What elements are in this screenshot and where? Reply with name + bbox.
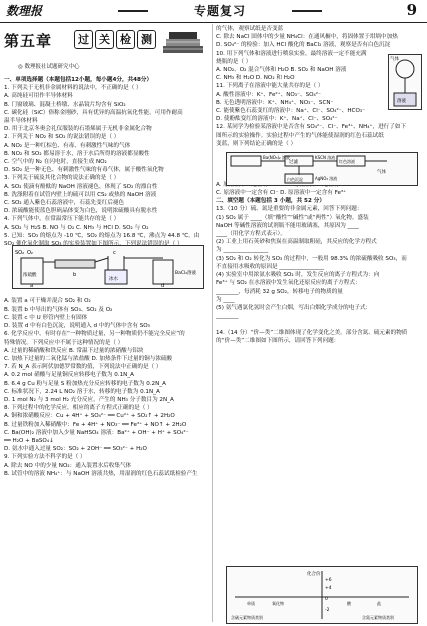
- fig-label: 红色溶液: [339, 159, 355, 164]
- text-line: 为 ____: [216, 296, 235, 303]
- text-line: C. 能使紫色石蕊变红的溶液中：Na⁺、Cl⁻、SO₄²⁻、HCO₃⁻: [216, 108, 366, 115]
- text-line: C. 碳化硅（SiC）俗称金刚砂，具有优异的高温抗氧化性能，可用作耐高: [4, 109, 183, 116]
- page-header: [0, 0, 427, 23]
- fountain-apparatus-figure: [388, 54, 422, 110]
- fig-label: +4: [325, 586, 332, 591]
- fig-label: 过滤: [289, 160, 298, 165]
- text-line: 1. 下列关于无机非金属材料的说法中，不正确的是（ ）: [4, 85, 142, 92]
- fig-label: KSCN 溶液: [315, 155, 336, 160]
- text-line: A. NO₂、O₂ 混合气体和 H₂O B. SO₂ 和 NaOH 溶液: [216, 67, 347, 74]
- text-line: [216, 394, 422, 402]
- text-line: 11. 下列离子在溶液中能大量共存的是（ ）: [216, 83, 324, 90]
- text-line: C. 空气中的 N₂ 在闪电时，直接生成 NO₂: [4, 159, 107, 166]
- text-line: Fe³⁺ 与 SO₂ 在水溶液中发生氧化还原反应的离子方程式：: [216, 280, 361, 287]
- text-line: D. 装置 d 中有白色沉淀，说明通入 d 中的气体中含有 SO₃: [4, 323, 150, 330]
- text-line: B. 装置 b 中导出的气体有 SO₃、SO₂ 及 O₂: [4, 306, 113, 313]
- text-line: [4, 289, 209, 297]
- fig-label: d: [161, 283, 165, 289]
- text-line: C. 除去 NaCl 固体中的少量 NH₄Cl：在通风橱中，将固体置于坩埚中加热: [216, 34, 398, 41]
- so3-apparatus-figure: [12, 245, 204, 289]
- fig-label: 白色沉淀: [287, 177, 303, 182]
- test-char: 过: [74, 30, 93, 49]
- text-line: C. Ba(OH)₂ 溶液中加入少量 NaHSO₄ 溶液：Ba²⁺ + OH⁻ + H⁺ + SO₄²⁻: [4, 429, 189, 436]
- page-number: 9: [406, 1, 417, 19]
- text-line: 变蓝，则下列结论正确的是（ ）: [216, 140, 297, 147]
- text-line: [216, 386, 422, 394]
- fig-label: 气体: [390, 57, 399, 62]
- text-line: B. 过量铁粉加入稀硝酸中：Fe + 4H⁺ + NO₃⁻ ══ Fe³⁺ + NO↑ + 2H₂O: [4, 421, 187, 428]
- fig-label: O₂: [27, 250, 33, 256]
- section-title: 专题复习: [193, 4, 246, 18]
- test-char: 测: [137, 30, 156, 49]
- text-line: A. 除去 NO 中的少量 NO₂：通入装置水后收集气体: [4, 462, 132, 469]
- text-line: 特殊情况。下列反应中不属于这种情况的是（ ）: [4, 339, 124, 346]
- text-line: C. 原溶液中一定含有 Cl⁻ D. 原溶液中一定含有 Fe³⁺: [216, 190, 347, 197]
- text-line: NaOH 等碱性溶液的试剂瓶不能用玻璃塞，其原因为 ____: [216, 222, 359, 229]
- fig-label: AgNO₃ 溶液: [315, 176, 338, 181]
- text-line: 一、单项选择题（本题包括12小题，每小题4分，共48分）: [4, 77, 153, 83]
- fig-label: 溶液: [397, 99, 406, 104]
- text-line: 14.（14 分）“价—类”二维图体现了化学变化之美。部分含氮、硫元素的物质: [216, 329, 408, 336]
- text-line: 的“价—类”二维图如下图所示，请回答下列问题：: [216, 337, 340, 344]
- fig-label: 冰水: [109, 277, 118, 282]
- fig-label: 气体: [377, 170, 386, 175]
- text-line: 的气体，观察试纸是否变蓝: [216, 26, 284, 32]
- text-line: 2. 下列关于 NO₂ 和 SO₂ 的说法错误的是（ ）: [4, 134, 120, 141]
- text-line: [216, 345, 422, 353]
- text-line: B. NO₂ 和 SO₂ 都易溶于水，溶于水后所得的溶液都显酸性: [4, 150, 150, 157]
- fig-label: SO₂: [15, 250, 25, 256]
- text-line: (5) 氨气遇氯化氢时会产生白烟，写出白烟化学成分的电子式：: [216, 304, 372, 311]
- test-char: 关: [95, 30, 114, 49]
- text-line: A. 过量的稀硝酸和铁反应 B. 常温下过量的浓硝酸与铝块: [4, 347, 144, 354]
- text-line: A. NO₂ 是一种红棕色、有毒、有刺激性气味的气体: [4, 142, 131, 149]
- text-line: 不直接用水吸收的原因是 ________________: [216, 263, 325, 270]
- fig-label: 盐: [377, 601, 381, 606]
- text-line: B. 试管中的溶液 NH₄⁺：与 NaOH 溶液共热，用湿润的红色石蕊试纸检验产生: [4, 470, 198, 477]
- text-line: B. 洗涤附着在试管内壁上的硫可以用 CS₂ 或热的 NaOH 溶液: [4, 191, 157, 198]
- text-line: A. SO₂ 使滴有酚酞的 NaOH 溶液褪色，体现了 SO₂ 的漂白性: [4, 183, 158, 190]
- publication-logo: 数理报: [6, 4, 43, 18]
- test-char: 检: [116, 30, 135, 49]
- text-line: 13.（10 分）硫、氮是重要的非金属元素，回答下列问题：: [216, 206, 363, 213]
- fig-label: +6: [325, 578, 332, 583]
- text-line: C. SO₂ 通入紫色石蕊溶液中，石蕊先变红后褪色: [4, 200, 125, 207]
- text-line: [216, 361, 422, 369]
- fig-label: 氧化物: [272, 601, 284, 606]
- text-line: A. SO₂ 与 H₂S B. NO 与 O₂ C. NH₃ 与 HCl D. SO₂ 与 O₂: [4, 224, 149, 231]
- text-line: C. 标准状况下，2.24 L NO₂ 溶于水，转移的电子数为 0.1N_A: [4, 388, 160, 395]
- fig-label: a: [30, 283, 34, 289]
- text-line: A. 装置 a 可干燥并混合 SO₂ 和 O₂: [4, 298, 91, 305]
- text-line: 12. 某同学为检验某溶液中是否含有 SO₄²⁻、Cl⁻、Fe³⁺、NH₄⁺，进行了如下: [216, 124, 407, 131]
- text-line: 温半导体材料: [4, 118, 38, 125]
- text-line: D. 使酚酞变红的溶液中：K⁺、Na⁺、Cl⁻、SO₄²⁻: [216, 116, 338, 123]
- text-line: SO₂ 催化氧化制取 SO₃ 的实验装置如下图所示，下列说法错误的是（ ）: [4, 241, 183, 248]
- fig-label: 0: [325, 597, 328, 602]
- header-divider-left: [118, 10, 148, 12]
- text-line: ____（用化学方程式表示）。: [216, 231, 286, 238]
- test-title: [74, 30, 156, 49]
- text-line: (4) 实验室中用浓氨水吸收 SO₂ 时，发生反应的离子方程式为：向: [216, 272, 380, 279]
- text-line: B. 6.4 g Cu 粉与足量 S 粉加热充分反应转移的电子数为 0.2N_A: [4, 380, 166, 387]
- fig-label: 含硫元素物质类别: [231, 615, 263, 620]
- text-line: B. 门窗玻璃、混凝土桥墩、水晶镜片均含有 SiO₂: [4, 101, 126, 108]
- text-line: [216, 353, 422, 361]
- text-line: C. 加热下过量的二氧化锰与浓盐酸 D. 加热条件下过量的铜与浓硫酸: [4, 355, 173, 362]
- text-line: A. 酸性溶液中：K⁺、Fe²⁺、NO₃⁻、SO₄²⁻: [216, 91, 321, 98]
- fig-label: BaCl₂溶液: [175, 271, 197, 276]
- fig-label: 浓硫酸: [23, 273, 37, 278]
- text-line: ________，每消耗 32 g SO₂，转移电子的物质的量: [216, 288, 343, 295]
- text-line: C. NH₃ 和 H₂O D. NO₂ 和 H₂O: [216, 75, 295, 82]
- text-line: 7. 若 N_A 表示阿伏加德罗常数的值，下列说法中正确的是（ ）: [4, 364, 162, 371]
- text-line: 5. 已知：SO₃ 的熔点为 -10 ℃，SO₂ 的熔点为 16.8 ℃，沸点为 44.8 ℃。由: [4, 232, 200, 239]
- fig-label: 酸: [347, 601, 351, 606]
- text-line: B. 无色透明溶液中：K⁺、NH₄⁺、NO₃⁻、SCN⁻: [216, 99, 334, 106]
- text-line: A. 高纯硅可用作半导体材料: [4, 93, 73, 100]
- header-divider-right: [292, 10, 322, 12]
- text-line: C. 装置 c 中 U 形管内壁上有固体: [4, 314, 88, 321]
- fig-label: c: [113, 250, 116, 256]
- text-line: 9. 下列实验方法不科学的是（ ）: [4, 454, 86, 461]
- text-line: D. 1 mol N₂ 与 3 mol H₂ 充分反应，产生的 NH₃ 分子数目为 2N_A: [4, 396, 174, 403]
- text-line: 二、填空题（本题包括 3 小题，共 52 分）: [216, 198, 325, 205]
- ion-test-flowchart: [226, 152, 418, 186]
- text-line: D. 氨水中通入过量 SO₂：SO₂ + 2OH⁻ ══ SO₃²⁻ + H₂O: [4, 446, 147, 453]
- valence-class-diagram: [226, 566, 418, 624]
- text-line: 烧瓶的是（ ）: [216, 58, 252, 65]
- chapter-title: 第五章: [4, 32, 53, 50]
- text-line: (1) SO₂ 属于 ____（填“酸性”“碱性”或“两性”）氧化物。盛装: [216, 214, 369, 221]
- text-line: 图所示的实验操作。实验过程中产生的气体能使湿润的红色石蕊试纸: [216, 132, 384, 139]
- column-divider: [212, 24, 213, 622]
- text-line: D. SO₂ 是一种无色、有刺激性气味的有毒气体，属于酸性氧化物: [4, 167, 164, 174]
- text-line: 10. 用下列气体和溶液进行喷泉实验，最终溶液一定不能充满: [216, 50, 367, 57]
- fig-label: 含氮元素物质类别: [362, 615, 394, 620]
- books-illustration: [159, 28, 207, 56]
- text-line: D. 用于北京冬奥会礼仪服装的石墨烯属于无机非金属化合物: [4, 126, 152, 133]
- fig-label: 单质: [247, 601, 255, 606]
- text-line: 6. 化学反应中，有时存在“一种物质过量，另一种物质仍不能完全反应”的: [4, 331, 185, 338]
- text-line: 4. 下列气体中，在常温常压下能共存的是（ ）: [4, 216, 120, 223]
- text-line: A. 铜和浓硝酸反应：Cu + 4H⁺ + SO₄²⁻ ══ Cu²⁺ + SO₂↑ + 2H₂O: [4, 413, 175, 420]
- fig-label: 化合价: [307, 572, 321, 577]
- text-line: ══ H₂O + BaSO₄↓: [4, 437, 54, 444]
- text-line: (3) SO₂ 和 O₂ 转化为 SO₃ 的过程中，一般用 98.3% 的浓硫酸吸收 SO₃，而: [216, 255, 407, 262]
- text-line: D. SO₄²⁻ 的检验：加入 HCl 酸化的 BaCl₂ 溶液，观察是否有白色沉淀: [216, 42, 391, 49]
- text-line: D. 浓硫酸能使蓝色胆矾晶体变为白色，说明浓硫酸具有脱水性: [4, 208, 158, 215]
- chapter-banner: [4, 28, 209, 58]
- text-line: (2) 工业上用石英砂和焦炭在高温制取粗硅，其反应的化学方程式: [216, 239, 377, 246]
- text-line: 3. 下列关于硫及其化合物的说法正确的是（ ）: [4, 175, 120, 182]
- text-line: A. 原溶液中一定含有 SO₄²⁻ B. 原溶液中一定含有 NH₄⁺: [216, 181, 355, 188]
- text-line: [216, 378, 422, 386]
- fig-label: -2: [325, 608, 330, 613]
- text-line: 8. 下列过程中的化学反应，相应的离子方程式正确的是（ ）: [4, 405, 153, 412]
- fig-label: Ba(NO₃)₂ 溶液: [263, 155, 290, 160]
- text-line: ________: [216, 313, 239, 320]
- editor-credit: ◎ 数理报社试题研究中心: [18, 64, 80, 70]
- fig-label: b: [73, 272, 77, 278]
- text-line: [216, 370, 422, 378]
- text-line: A. 0.2 mol 硝酸与足量铜反应转移电子数为 0.1N_A: [4, 372, 134, 379]
- text-line: 为 ________________: [216, 247, 269, 254]
- text-line: [216, 320, 422, 328]
